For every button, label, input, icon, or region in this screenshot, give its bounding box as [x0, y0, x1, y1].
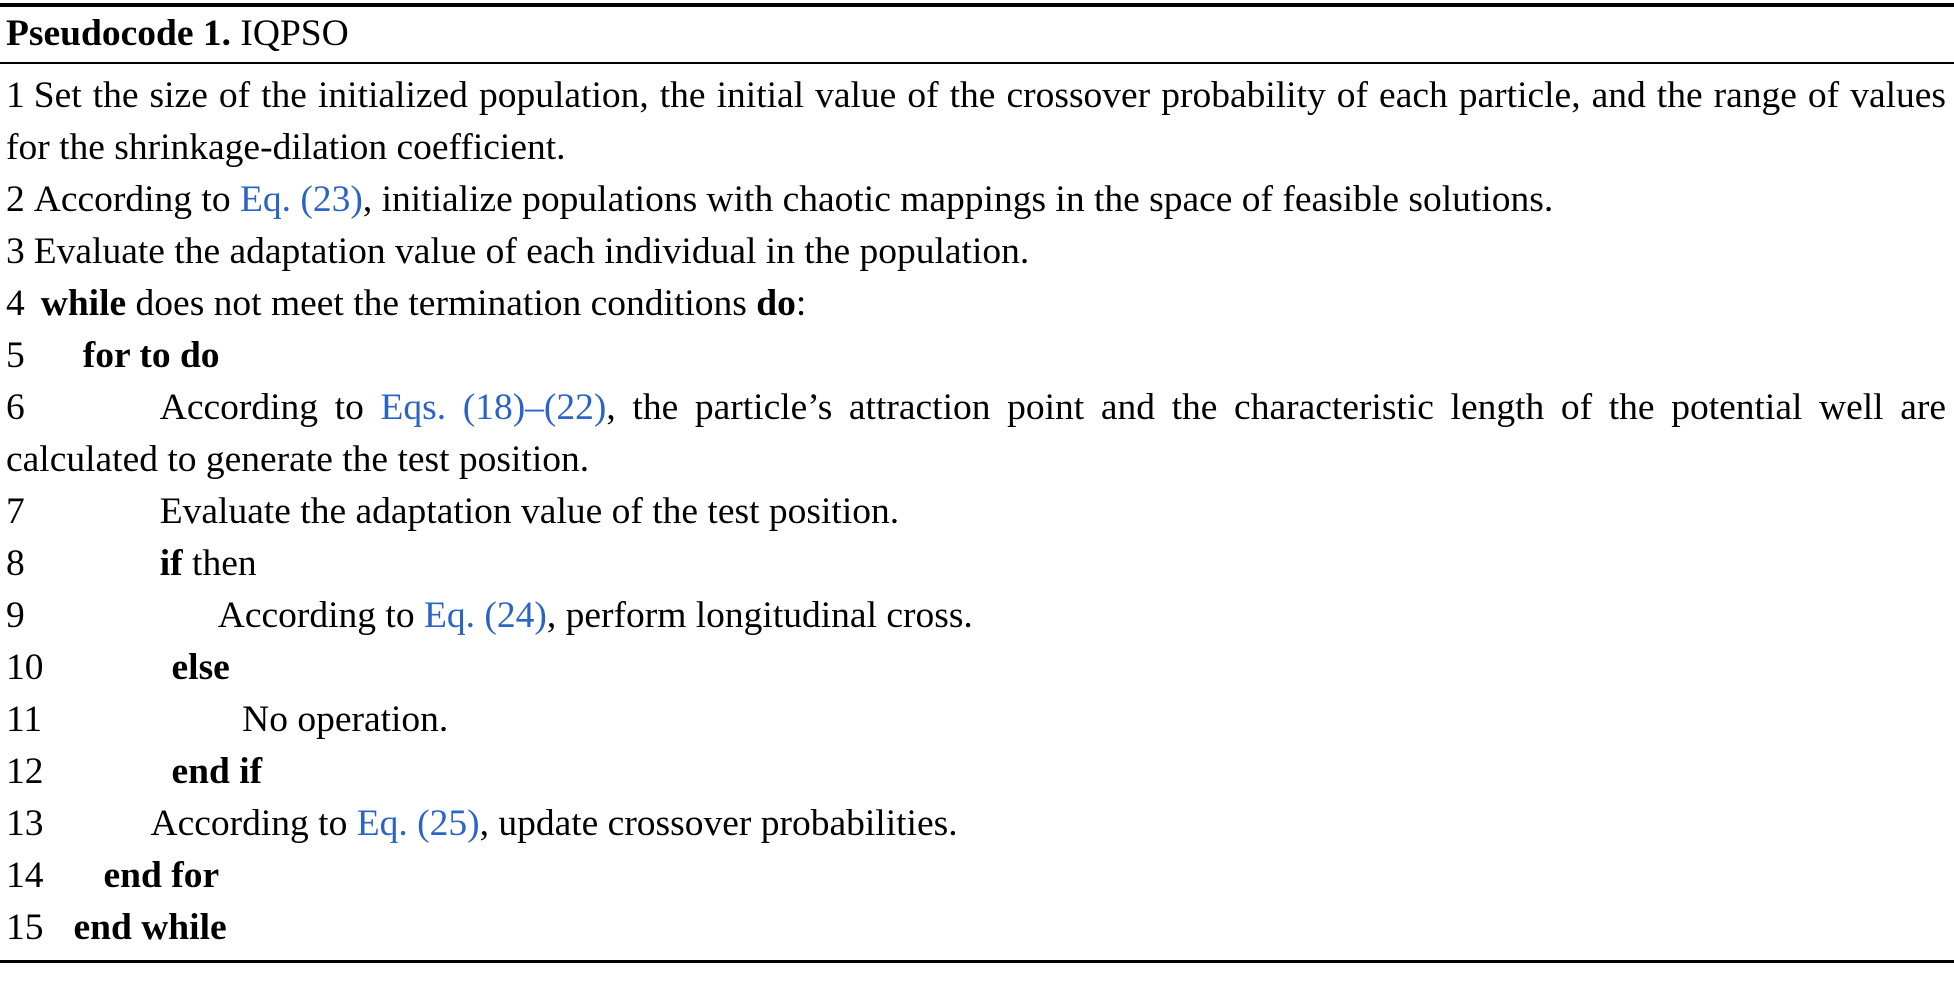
indent-spacer [25, 626, 218, 627]
indent-spacer [25, 574, 160, 575]
statement-text: then [182, 543, 257, 584]
indent-spacer [44, 782, 172, 783]
pseudocode-line [6, 278, 1946, 330]
pseudocode-line [6, 850, 1946, 902]
statement-text: : [795, 283, 807, 324]
line-number: 7 [6, 491, 25, 532]
line-number: 2 [6, 179, 25, 220]
statement-text: , perform longitudinal cross. [546, 595, 973, 636]
pseudocode-line [6, 902, 1946, 954]
pseudocode-line [6, 538, 1946, 590]
keyword-text: end while [73, 907, 227, 948]
pseudocode-line [6, 70, 1946, 174]
keyword-text: else [171, 647, 230, 688]
pseudocode-body [0, 64, 1954, 954]
keyword-text: do [756, 283, 796, 324]
statement-text: No operation. [242, 699, 449, 740]
pseudocode-label: Pseudocode 1. [6, 13, 241, 54]
pseudocode-line [6, 694, 1946, 746]
keyword-text: end for [103, 855, 220, 896]
indent-spacer [25, 522, 160, 523]
indent-spacer [25, 366, 83, 367]
statement-text: Evaluate the adaptation value of each individual in the population. [33, 231, 1030, 272]
pseudocode-line [6, 382, 1946, 486]
statement-text: does not meet the termination conditions [126, 283, 757, 324]
indent-spacer [25, 314, 41, 315]
indent-spacer [25, 106, 34, 107]
indent-spacer [44, 886, 104, 887]
keyword-text: for to do [82, 335, 220, 376]
line-number: 15 [6, 907, 44, 948]
pseudocode-line [6, 226, 1946, 278]
keyword-text: end if [171, 751, 263, 792]
indent-spacer [44, 834, 151, 835]
line-number: 10 [6, 647, 44, 688]
pseudocode-line [6, 590, 1946, 642]
pseudocode-line [6, 330, 1946, 382]
keyword-text: if [159, 543, 183, 584]
line-number: 5 [6, 335, 25, 376]
indent-spacer [42, 730, 242, 731]
line-number: 6 [6, 387, 25, 428]
line-number: 11 [6, 699, 43, 740]
statement-text: According to [33, 179, 240, 220]
pseudocode-header [0, 7, 1954, 62]
eq-link[interactable]: Eq. (23) [239, 179, 363, 220]
pseudocode-line [6, 642, 1946, 694]
statement-text: , the particle’s attraction point and the characteristic length of the potential well are calculated to generate the test position. [6, 387, 1946, 480]
eq-link[interactable]: Eq. (24) [423, 595, 547, 636]
pseudocode-line [6, 746, 1946, 798]
indent-spacer [25, 262, 34, 263]
eq-link[interactable]: Eq. (25) [356, 803, 480, 844]
line-number: 1 [6, 75, 25, 116]
statement-text: , initialize populations with chaotic mappings in the space of feasible solutions. [362, 179, 1554, 220]
keyword-text: while [40, 283, 127, 324]
pseudocode-line [6, 798, 1946, 850]
statement-text: According to [217, 595, 424, 636]
line-number: 14 [6, 855, 44, 896]
pseudocode-title: IQPSO [240, 13, 349, 54]
indent-spacer [44, 678, 172, 679]
indent-spacer [25, 418, 160, 419]
pseudocode-line [6, 174, 1946, 226]
line-number: 4 [6, 283, 25, 324]
statement-text: According to [159, 387, 381, 428]
line-number: 13 [6, 803, 44, 844]
indent-spacer [44, 938, 74, 939]
statement-text: , update crossover probabilities. [479, 803, 958, 844]
statement-text: Set the size of the initialized population, the initial value of the crossover probability of each particle, and the range of values for the shrinkage-dilation coefficient. [6, 75, 1946, 168]
line-number: 12 [6, 751, 44, 792]
line-number: 8 [6, 543, 25, 584]
indent-spacer [25, 210, 34, 211]
line-number: 9 [6, 595, 25, 636]
eq-link[interactable]: Eqs. (18)–(22) [380, 387, 607, 428]
pseudocode-line [6, 486, 1946, 538]
statement-text: Evaluate the adaptation value of the test position. [159, 491, 900, 532]
bottom-rule [0, 960, 1954, 963]
statement-text: According to [150, 803, 357, 844]
line-number: 3 [6, 231, 25, 272]
